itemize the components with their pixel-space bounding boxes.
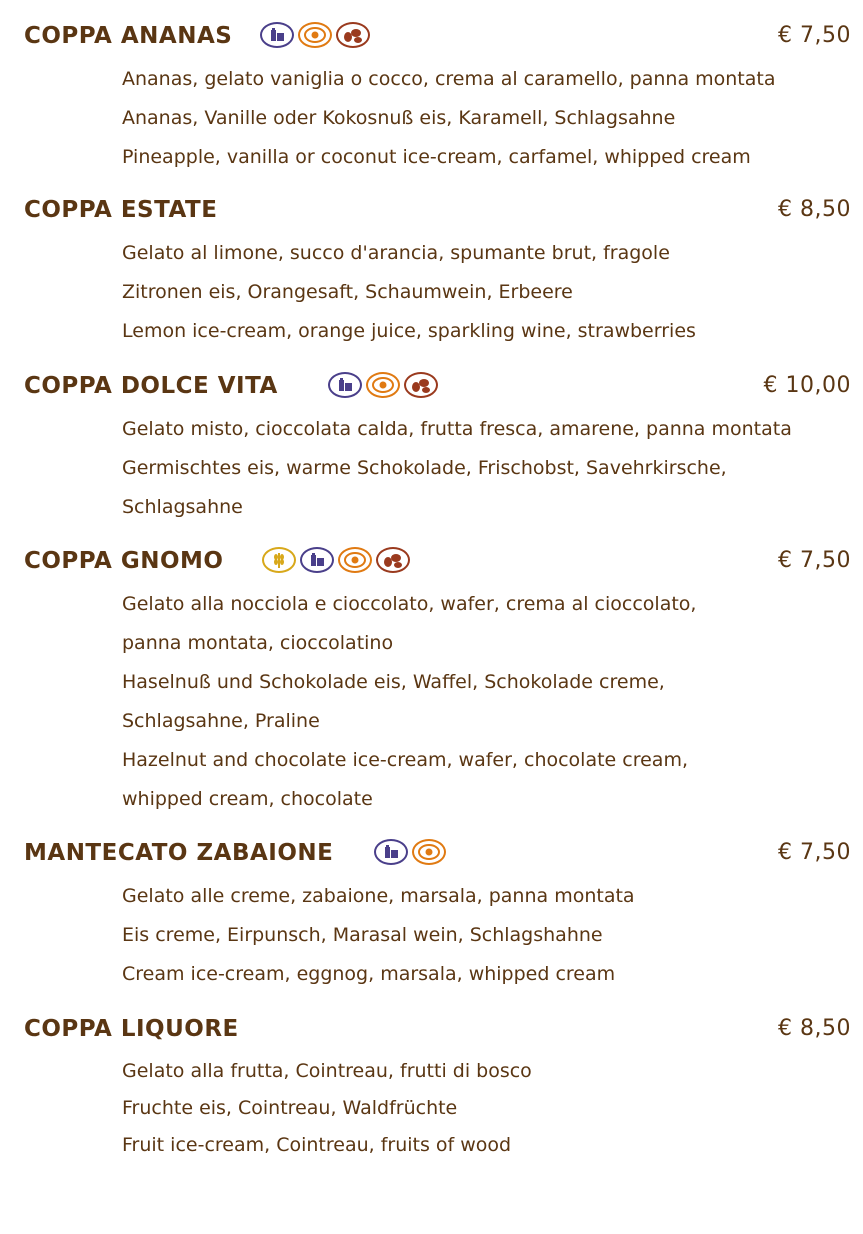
menu-item-header <box>0 194 863 234</box>
item-price: € 7,50 <box>778 23 851 48</box>
nuts-allergen-icon <box>336 22 370 48</box>
description-line: Ananas, gelato vaniglia o cocco, crema al caramello, panna montata <box>122 68 776 90</box>
item-price: € 10,00 <box>763 373 851 398</box>
menu-item-header <box>0 370 863 410</box>
menu-item-header <box>0 20 863 60</box>
allergen-icons <box>262 547 410 573</box>
description-line: Gelato alla frutta, Cointreau, frutti di bosco <box>122 1060 532 1082</box>
nuts-allergen-icon <box>376 547 410 573</box>
menu-item <box>0 837 863 994</box>
gluten-allergen-icon <box>262 547 296 573</box>
item-title: MANTECATO ZABAIONE <box>24 840 334 866</box>
menu-item-header <box>0 1013 863 1053</box>
milk-allergen-icon <box>328 372 362 398</box>
item-title: COPPA ESTATE <box>24 197 218 223</box>
description-line: Germischtes eis, warme Schokolade, Frischobst, Savehrkirsche, <box>122 457 727 479</box>
menu-item <box>0 1013 863 1164</box>
description-line: Gelato misto, cioccolata calda, frutta fresca, amarene, panna montata <box>122 418 792 440</box>
item-price: € 8,50 <box>778 197 851 222</box>
egg-allergen-icon <box>298 22 332 48</box>
description-line: Zitronen eis, Orangesaft, Schaumwein, Erbeere <box>122 281 573 303</box>
description-line: whipped cream, chocolate <box>122 788 373 810</box>
milk-allergen-icon <box>374 839 408 865</box>
description-line: Schlagsahne <box>122 496 243 518</box>
description-line: Gelato alla nocciola e cioccolato, wafer, crema al cioccolato, <box>122 593 697 615</box>
description-line: Schlagsahne, Praline <box>122 710 320 732</box>
item-title: COPPA ANANAS <box>24 23 233 49</box>
item-price: € 7,50 <box>778 840 851 865</box>
menu-item <box>0 194 863 351</box>
allergen-icons <box>328 372 438 398</box>
description-line: Cream ice-cream, eggnog, marsala, whipped cream <box>122 963 616 985</box>
description-line: Haselnuß und Schokolade eis, Waffel, Schokolade creme, <box>122 671 665 693</box>
egg-allergen-icon <box>366 372 400 398</box>
menu-item-header <box>0 837 863 877</box>
egg-allergen-icon <box>338 547 372 573</box>
nuts-allergen-icon <box>404 372 438 398</box>
menu-item <box>0 20 863 177</box>
allergen-icons <box>260 22 370 48</box>
item-title: COPPA LIQUORE <box>24 1016 239 1042</box>
description-line: Gelato alle creme, zabaione, marsala, panna montata <box>122 885 635 907</box>
menu-item <box>0 545 863 819</box>
milk-allergen-icon <box>260 22 294 48</box>
milk-allergen-icon <box>300 547 334 573</box>
allergen-icons <box>374 839 446 865</box>
description-line: Hazelnut and chocolate ice-cream, wafer, chocolate cream, <box>122 749 689 771</box>
description-line: Fruit ice-cream, Cointreau, fruits of wood <box>122 1134 512 1156</box>
description-line: Ananas, Vanille oder Kokosnuß eis, Karamell, Schlagsahne <box>122 107 676 129</box>
egg-allergen-icon <box>412 839 446 865</box>
description-line: panna montata, cioccolatino <box>122 632 394 654</box>
item-title: COPPA DOLCE VITA <box>24 373 278 399</box>
description-line: Gelato al limone, succo d'arancia, spumante brut, fragole <box>122 242 670 264</box>
item-title: COPPA GNOMO <box>24 548 224 574</box>
item-price: € 8,50 <box>778 1016 851 1041</box>
description-line: Fruchte eis, Cointreau, Waldfrüchte <box>122 1097 458 1119</box>
menu-item-header <box>0 545 863 585</box>
description-line: Pineapple, vanilla or coconut ice-cream, carfamel, whipped cream <box>122 146 751 168</box>
description-line: Lemon ice-cream, orange juice, sparkling wine, strawberries <box>122 320 696 342</box>
item-price: € 7,50 <box>778 548 851 573</box>
description-line: Eis creme, Eirpunsch, Marasal wein, Schlagshahne <box>122 924 603 946</box>
menu-item <box>0 370 863 527</box>
